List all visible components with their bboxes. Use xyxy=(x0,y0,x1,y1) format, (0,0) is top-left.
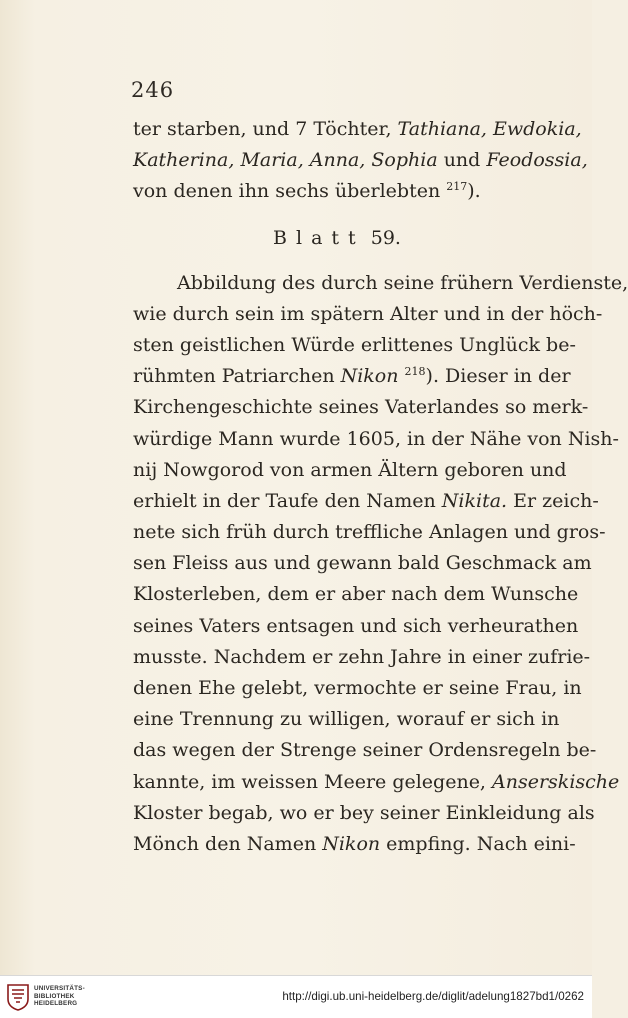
text-line xyxy=(133,767,620,798)
text-run: kannte, im weissen Meere gelegene, xyxy=(133,770,493,793)
logo-line: BIBLIOTHEK xyxy=(34,992,75,1000)
page-number: 246 xyxy=(131,78,175,102)
italic-name: Katherina, Maria, Anna, Sophia xyxy=(133,149,438,172)
text-line xyxy=(133,361,571,392)
text-run: Er zeich- xyxy=(507,489,599,512)
italic-name: Tathiana, Ewdokia, xyxy=(397,118,582,140)
footnote-reference: 217 xyxy=(446,180,468,194)
text-line xyxy=(133,145,588,176)
library-logo-text xyxy=(34,985,85,1008)
text-run: musste. Nachdem er zehn Jahre in einer zufrie- xyxy=(133,645,591,668)
text-run: ). Dieser in der xyxy=(425,365,571,388)
text-run: Abbildung des durch seine frühern Verdienste, xyxy=(177,271,628,294)
text-run: eine Trennung zu willigen, worauf er sich in xyxy=(133,708,560,731)
text-run: sten geistlichen Würde erlittenes Unglück be- xyxy=(133,333,576,356)
footer-bar xyxy=(0,975,592,1018)
text-line xyxy=(133,299,603,330)
text-run: wie durch sein im spätern Alter und in der höch- xyxy=(133,302,603,325)
text-run: Mönch den Namen xyxy=(133,832,323,855)
text-run: und xyxy=(437,149,487,172)
section-heading xyxy=(133,208,541,268)
text-line xyxy=(133,517,606,548)
text-block xyxy=(133,114,628,860)
text-line xyxy=(133,330,576,361)
text-line xyxy=(133,829,576,860)
text-line xyxy=(133,704,560,735)
logo-line: UNIVERSITÄTS- xyxy=(34,985,85,992)
text-line xyxy=(133,579,579,610)
text-line xyxy=(133,486,599,517)
text-run: rühmten Patriarchen xyxy=(133,365,341,388)
text-run: sen Fleiss aus und gewann bald Geschmack am xyxy=(133,552,592,575)
italic-name: Anserskische xyxy=(492,770,620,793)
text-run: ter starben, und 7 Töchter, xyxy=(133,118,398,140)
text-run: seines Vaters entsagen und sich verheurathen xyxy=(133,614,579,637)
source-url-link[interactable]: http://digi.ub.uni-heidelberg.de/diglit/adelung1827bd1/0262 xyxy=(282,990,584,1003)
text-run: Klosterleben, dem er aber nach dem Wunsche xyxy=(133,583,579,606)
text-run: das wegen der Strenge seiner Ordensregeln be- xyxy=(133,739,597,762)
university-seal-icon xyxy=(6,983,30,1011)
text-line xyxy=(133,611,579,642)
text-line xyxy=(133,455,567,486)
text-run: erhielt in der Taufe den Namen xyxy=(133,489,442,512)
intro-paragraph xyxy=(133,114,588,208)
text-line xyxy=(133,392,589,423)
text-run: nij Nowgorod von armen Ältern geboren und xyxy=(133,458,567,481)
text-line xyxy=(133,642,591,673)
text-line xyxy=(133,548,592,579)
text-line xyxy=(133,673,582,704)
text-line xyxy=(133,114,582,145)
text-line xyxy=(133,735,597,766)
text-line xyxy=(133,424,619,455)
text-line xyxy=(133,268,628,299)
text-line xyxy=(133,798,595,829)
text-run: von denen ihn sechs überlebten xyxy=(133,180,447,203)
text-run: denen Ehe gelebt, vermochte er seine Frau, in xyxy=(133,677,582,699)
heading-number: 59. xyxy=(370,226,401,249)
heading-word: Blatt xyxy=(273,226,365,249)
italic-name: Nikita. xyxy=(441,489,508,512)
text-run: nete sich früh durch treffliche Anlagen und gros- xyxy=(133,521,606,544)
text-run: ). xyxy=(467,180,481,203)
italic-name: Feodossia, xyxy=(486,149,588,172)
text-run: würdige Mann wurde 1605, in der Nähe von Nish- xyxy=(133,427,619,450)
text-line xyxy=(133,176,541,207)
text-run: Kloster begab, wo er bey seiner Einkleidung als xyxy=(133,801,595,824)
italic-name: Nikon xyxy=(340,365,399,388)
text-run: Kirchengeschichte seines Vaterlandes so merk- xyxy=(133,396,589,419)
text-run: empfing. Nach eini- xyxy=(380,832,576,855)
footnote-reference: 218 xyxy=(404,365,426,379)
logo-line: HEIDELBERG xyxy=(34,1000,78,1008)
italic-name: Nikon xyxy=(322,832,381,855)
body-paragraph xyxy=(133,268,628,861)
